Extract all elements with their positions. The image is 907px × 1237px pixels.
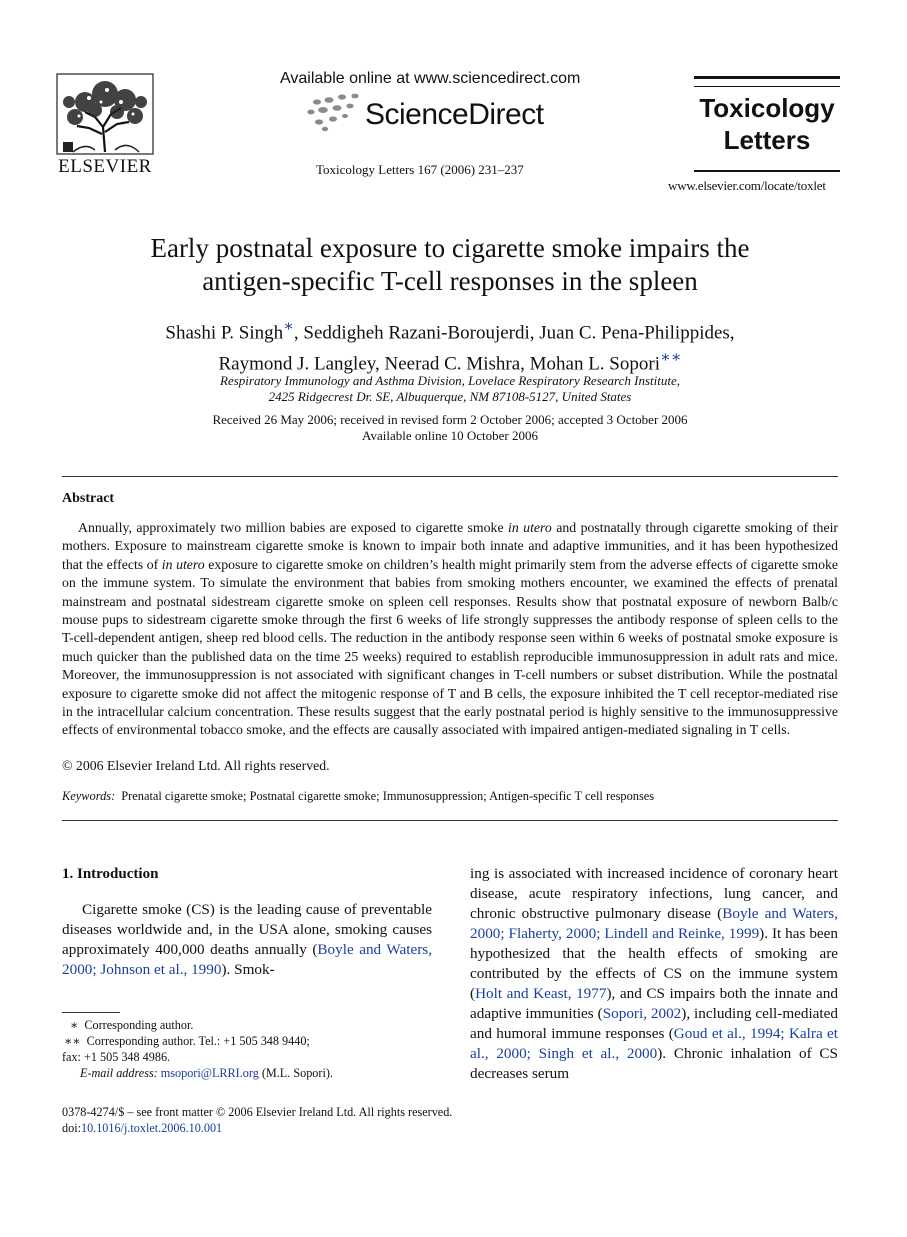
footnote-text: Corresponding author. [84, 1018, 194, 1032]
footnote-rule [62, 1012, 120, 1013]
author-list [62, 314, 838, 377]
doi-label: doi: [62, 1121, 81, 1135]
abstract-fragment: Annually, approximately two million babies are exposed to cigarette smoke [78, 520, 509, 535]
body-text: ). Smok- [221, 961, 275, 978]
body-text: ing is associated with increased incidence of coronary heart disease, acute respiratory infections, lung cancer, and chronic obstructive pulmonary disease ( [470, 865, 838, 922]
divider [62, 476, 838, 477]
keywords [62, 789, 654, 804]
footnote-text: fax: +1 505 348 4986. [62, 1050, 171, 1064]
author-text: Shashi P. Singh [165, 322, 284, 344]
corresponding-mark[interactable]: ∗ [283, 318, 294, 335]
author-text: Raymond J. Langley, Neerad C. Mishra, Mohan L. Sopori [218, 353, 660, 375]
body-text: ). Chronic inhalation of CS decreases serum [470, 1045, 838, 1082]
email-link[interactable]: msopori@LRRI.org [160, 1066, 259, 1080]
abstract-fragment: exposure to cigarette smoke on children’s health might primarily stem from the adverse effects of cigarette smoke on the immune system. To simulate the environment that babies from smoking mothers encounter, we examined the effects of prenatal mainstream and postnatal sidestream cigarette smoke on spleen cell responses. Results show that postnatal exposure of newborn Balb/c mouse pups to sidestream cigarette smoke through the first 6 weeks of life strongly suppresses the antibody response of spleen cells to the T-cell-dependent antigen, sheep red blood cells. The reduction in the antibody response seen within 6 weeks of postnatal smoke exposure is much quicker than the published data on the time 25 weeks) required to establish reproducible immunosuppression in adult rats and mice. Moreover, the immunosuppression is not associated with significant changes in T-cell numbers or subset distribution. While the postnatal exposure to cigarette smoke did not affect the mitogenic response of T and B cells, the exposure inhibited the T cell receptor-mediated rise in the intracellular calcium concentration. These results suggest that the early postnatal period is highly sensitive to the immunosuppressive effects of environmental tobacco smoke, and the effects are causally associated with impaired antigen-mediated signaling in T cells. [62, 556, 838, 738]
corresponding-mark[interactable]: ∗∗ [659, 349, 682, 367]
journal-name-line1: Toxicology [699, 93, 835, 123]
reference-link[interactable]: Holt and Keast, 1977 [475, 985, 607, 1002]
sciencedirect-logo[interactable]: ScienceDirect [365, 98, 544, 131]
article-title-line2: antigen-specific T-cell responses in the spleen [202, 266, 698, 296]
available-online[interactable]: Available online at www.sciencedirect.com [280, 70, 581, 87]
journal-name [694, 92, 840, 156]
sciencedirect-dots-icon [305, 92, 363, 132]
article-dates [62, 412, 838, 444]
article-title-line1: Early postnatal exposure to cigarette smoke impairs the [150, 233, 750, 263]
reference-link[interactable]: Goud et al., 1994; Kalra et al., 2000; Singh et al., 2000 [470, 1025, 838, 1062]
reference-link[interactable]: Boyle and Waters, 2000; Flaherty, 2000; Lindell and Reinke, 1999 [470, 905, 838, 942]
section-heading: 1. Introduction [62, 866, 159, 882]
copyright-notice: © 2006 Elsevier Ireland Ltd. All rights reserved. [62, 758, 330, 773]
footnote-text: Corresponding author. Tel.: +1 505 348 9440; [86, 1034, 310, 1048]
journal-url[interactable]: www.elsevier.com/locate/toxlet [668, 178, 826, 193]
journal-rule [694, 86, 840, 87]
intro-column-left [62, 900, 432, 980]
keywords-list: Prenatal cigarette smoke; Postnatal cigarette smoke; Immunosuppression; Antigen-specific T cell responses [121, 789, 655, 803]
divider [62, 820, 838, 821]
reference-link[interactable]: Sopori, 2002 [602, 1005, 682, 1022]
online-date: Available online 10 October 2006 [362, 428, 538, 443]
body-text: ), and CS impairs both the innate and adaptive immunities ( [470, 985, 838, 1022]
abstract-emphasis: in utero [161, 556, 205, 572]
affiliation-line: 2425 Ridgecrest Dr. SE, Albuquerque, NM 87108-5127, United States [268, 389, 632, 404]
front-matter [62, 1104, 452, 1136]
body-text: Cigarette smoke (CS) is the leading cause of preventable diseases worldwide and, in the USA alone, smoking causes approximately 400,000 deaths annually ( [62, 901, 432, 958]
abstract-emphasis: in utero [508, 520, 552, 535]
journal-citation: Toxicology Letters 167 (2006) 231–237 [316, 162, 524, 177]
doi-link[interactable]: 10.1016/j.toxlet.2006.10.001 [80, 1121, 223, 1135]
received-dates: Received 26 May 2006; received in revised form 2 October 2006; accepted 3 October 2006 [212, 412, 688, 427]
journal-rule [694, 76, 840, 79]
journal-rule [694, 170, 840, 172]
footnote-mark: ∗∗ [64, 1034, 81, 1048]
body-text: ). It has been hypothesized that the health effects of smoking are contributed by the effects of CS on the immune system ( [470, 925, 838, 1002]
email-label: E-mail address: [80, 1066, 158, 1080]
publisher-name: ELSEVIER [58, 156, 152, 177]
article-title [62, 232, 838, 298]
affiliation [62, 373, 838, 405]
footnote-text: (M.L. Sopori). [258, 1066, 333, 1080]
affiliation-line: Respiratory Immunology and Asthma Division, Lovelace Respiratory Research Institute, [220, 373, 680, 388]
author-text: , Seddigheh Razani-Boroujerdi, Juan C. Pena-Philippides, [293, 322, 735, 344]
footnotes [62, 1017, 432, 1081]
body-text: ), including cell-mediated and humoral immune responses ( [470, 1005, 838, 1042]
reference-link[interactable]: Boyle and Waters, 2000; Johnson et al., 1990 [62, 941, 433, 978]
journal-name-line2: Letters [723, 125, 811, 155]
abstract-heading: Abstract [62, 491, 115, 506]
abstract-fragment: and postnatally through cigarette smoking of their mothers. Exposure to mainstream cigarette smoke is known to impair both innate and adaptive immunities, and it has been hypothesized that the effects of [62, 520, 838, 572]
footnote-mark: ∗ [70, 1018, 79, 1032]
keywords-label: Keywords: [62, 789, 116, 803]
issn-line: 0378-4274/$ – see front matter © 2006 Elsevier Ireland Ltd. All rights reserved. [62, 1105, 453, 1119]
abstract-text [62, 519, 838, 740]
intro-column-right [470, 864, 838, 1084]
